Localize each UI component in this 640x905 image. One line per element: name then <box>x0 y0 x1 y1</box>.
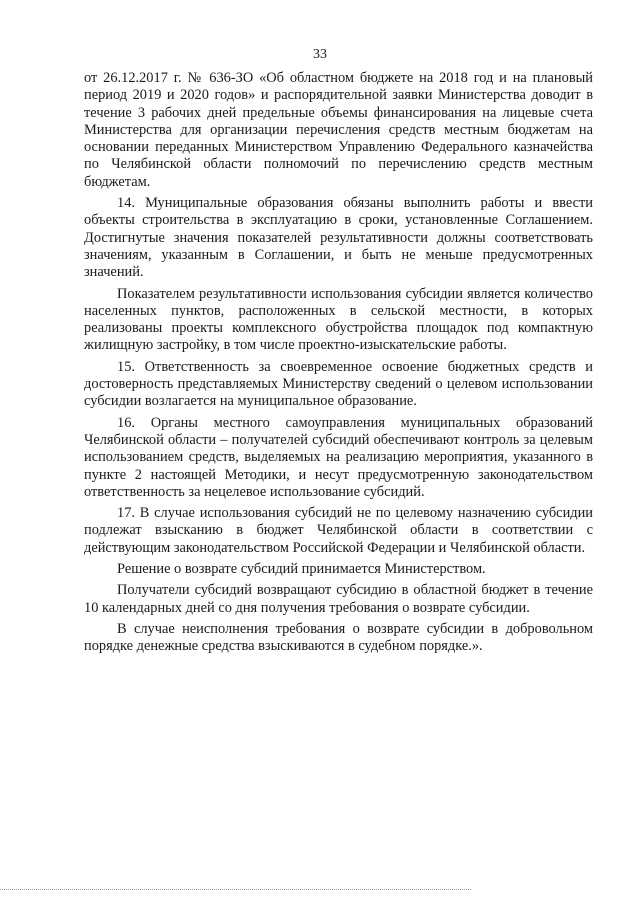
paragraph-performance-indicator: Показателем результативности использования субсидии является количество населенных пунктов, расположенных в сельской местности, в которых реализованы проекты комплексного обустройства площадок под компактную жилищную застройку, в том числе проектно-изыскательские работы. <box>84 285 593 354</box>
paragraph-clause-14: 14. Муниципальные образования обязаны выполнить работы и ввести объекты строительства в эксплуатацию в сроки, установленные Соглашением. Достигнутые значения показателей результативности должны соответствовать значениям, указанным в Соглашении, и быть не меньше предусмотренных значений. <box>84 195 593 281</box>
paragraph-clause-17: 17. В случае использования субсидий не по целевому назначению субсидии подлежат взысканию в бюджет Челябинской области в соответствии с действующим законодательством Российской Федерации и Челябинской области. <box>84 505 593 556</box>
paragraph-clause-15: 15. Ответственность за своевременное освоение бюджетных средств и достоверность представляемых Министерству сведений о целевом использовании субсидии возлагается на муниципальное образование. <box>84 358 593 410</box>
paragraph-refund-term: Получатели субсидий возвращают субсидию в областной бюджет в течение 10 календарных дней со дня получения требования о возврате субсидии. <box>84 582 593 616</box>
page-number: 33 <box>313 47 327 62</box>
document-body <box>84 70 593 660</box>
paragraph-refund-decision: Решение о возврате субсидий принимается Министерством. <box>117 561 486 578</box>
paragraph-court-recovery: В случае неисполнения требования о возврате субсидии в добровольном порядке денежные средства взыскиваются в судебном порядке.». <box>84 620 593 655</box>
paragraph-continuation: от 26.12.2017 г. № 636-ЗО «Об областном бюджете на 2018 год и на плановый период 2019 и 2020 годов» и распорядительной заявки Министерства доводит в течение 3 рабочих дней предельные объемы финансирования на лицевые счета Министерства для организации перечисления средств местным бюджетам на основании переданных Министерством Управлению Федерального казначейства по Челябинской области полномочий по перечислению средств местным бюджетам. <box>84 70 593 190</box>
paragraph-clause-16: 16. Органы местного самоуправления муниципальных образований Челябинской области – получателей субсидий обеспечивают контроль за целевым использованием средств, выделяемых на реализацию мероприятия, указанного в пункте 2 настоящей Методики, и несут предусмотренную законодательством ответственность за нецелевое использование субсидий. <box>84 414 593 500</box>
bottom-divider <box>0 889 471 890</box>
